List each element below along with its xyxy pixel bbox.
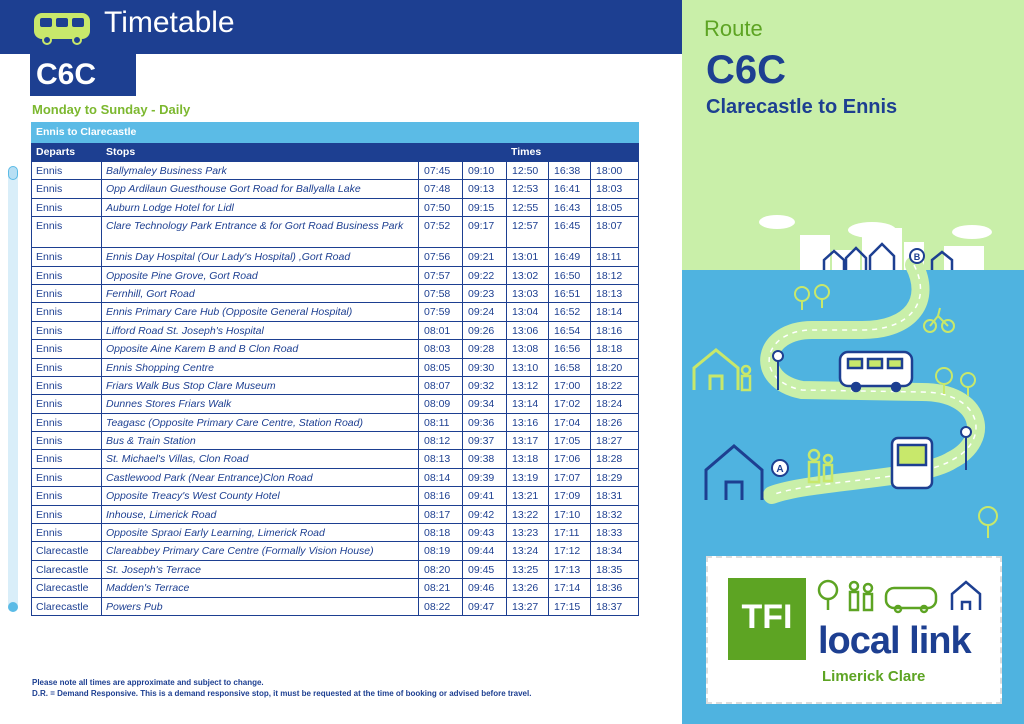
- timetable: [31, 122, 639, 616]
- stop-cell: Bus & Train Station: [102, 432, 419, 450]
- departs-cell: Ennis: [32, 198, 102, 216]
- stop-cell: St. Joseph's Terrace: [102, 560, 419, 578]
- time-cell: 08:07: [419, 376, 463, 394]
- time-cell: 09:45: [463, 560, 507, 578]
- local-link-wordmark: local link: [818, 620, 971, 662]
- departs-cell: Ennis: [32, 432, 102, 450]
- time-cell: 07:45: [419, 162, 463, 180]
- time-cell: 09:36: [463, 413, 507, 431]
- departs-cell: Ennis: [32, 303, 102, 321]
- scroll-end-dot: [8, 602, 18, 612]
- direction-heading: Ennis to Clarecastle: [32, 123, 639, 143]
- bus-icon: [32, 11, 92, 45]
- time-cell: 08:13: [419, 450, 463, 468]
- stop-cell: Opp Ardilaun Guesthouse Gort Road for Ballyalla Lake: [102, 180, 419, 198]
- time-cell: 18:13: [591, 284, 639, 302]
- scroll-rail[interactable]: [8, 166, 18, 612]
- time-cell: 13:21: [507, 487, 549, 505]
- time-cell: 16:52: [549, 303, 591, 321]
- stop-cell: Opposite Treacy's West County Hotel: [102, 487, 419, 505]
- time-cell: 13:04: [507, 303, 549, 321]
- page-title: Timetable: [104, 6, 235, 39]
- time-cell: 13:27: [507, 597, 549, 615]
- time-cell: 07:57: [419, 266, 463, 284]
- time-cell: 09:15: [463, 198, 507, 216]
- time-cell: 13:06: [507, 321, 549, 339]
- time-cell: 16:41: [549, 180, 591, 198]
- stop-cell: Opposite Spraoi Early Learning, Limerick Road: [102, 524, 419, 542]
- time-cell: 18:03: [591, 180, 639, 198]
- departs-cell: Ennis: [32, 376, 102, 394]
- stop-marker-a: [772, 460, 788, 476]
- note-demand-responsive: D.R. = Demand Responsive. This is a demand responsive stop, it must be requested at the time of booking or advised before travel.: [32, 689, 532, 698]
- stop-cell: Ballymaley Business Park: [102, 162, 419, 180]
- time-cell: 13:12: [507, 376, 549, 394]
- bus-icon: [886, 588, 936, 612]
- time-cell: 13:08: [507, 340, 549, 358]
- time-cell: 13:14: [507, 395, 549, 413]
- stop-cell: Inhouse, Limerick Road: [102, 505, 419, 523]
- time-cell: 08:17: [419, 505, 463, 523]
- stop-cell: Castlewood Park (Near Entrance)Clon Road: [102, 468, 419, 486]
- time-cell: 08:09: [419, 395, 463, 413]
- table-row: [32, 524, 639, 542]
- stop-marker-b: [910, 249, 924, 263]
- departs-cell: Ennis: [32, 358, 102, 376]
- time-cell: 09:32: [463, 376, 507, 394]
- time-cell: 13:01: [507, 248, 549, 266]
- time-cell: 17:07: [549, 468, 591, 486]
- time-cell: 16:56: [549, 340, 591, 358]
- time-cell: 13:10: [507, 358, 549, 376]
- time-cell: 09:30: [463, 358, 507, 376]
- route-name: Clarecastle to Ennis: [706, 96, 898, 118]
- column-header-times: Times: [419, 143, 639, 162]
- scroll-thumb[interactable]: [8, 166, 18, 180]
- table-row: [32, 217, 639, 248]
- time-cell: 09:26: [463, 321, 507, 339]
- table-row: [32, 413, 639, 431]
- table-row: [32, 542, 639, 560]
- stop-cell: Powers Pub: [102, 597, 419, 615]
- time-cell: 16:49: [549, 248, 591, 266]
- stop-cell: Lifford Road St. Joseph's Hospital: [102, 321, 419, 339]
- time-cell: 07:58: [419, 284, 463, 302]
- table-row: [32, 248, 639, 266]
- departs-cell: Ennis: [32, 450, 102, 468]
- time-cell: 09:39: [463, 468, 507, 486]
- time-cell: 16:38: [549, 162, 591, 180]
- time-cell: 09:22: [463, 266, 507, 284]
- time-cell: 12:57: [507, 217, 549, 248]
- time-cell: 17:00: [549, 376, 591, 394]
- time-cell: 08:03: [419, 340, 463, 358]
- table-row: [32, 450, 639, 468]
- time-cell: 09:10: [463, 162, 507, 180]
- time-cell: 09:24: [463, 303, 507, 321]
- time-cell: 17:14: [549, 579, 591, 597]
- route-illustration: [682, 180, 1024, 550]
- time-cell: 18:24: [591, 395, 639, 413]
- departs-cell: Ennis: [32, 468, 102, 486]
- route-code: C6C: [36, 58, 97, 91]
- house-icon: [952, 582, 980, 610]
- time-cell: 09:17: [463, 217, 507, 248]
- time-cell: 13:17: [507, 432, 549, 450]
- tfi-logo: [728, 578, 806, 660]
- stop-cell: Clare Technology Park Entrance & for Gort Road Business Park: [102, 217, 419, 248]
- table-row: [32, 321, 639, 339]
- time-cell: 18:29: [591, 468, 639, 486]
- time-cell: 18:11: [591, 248, 639, 266]
- time-cell: 08:22: [419, 597, 463, 615]
- departs-cell: Ennis: [32, 217, 102, 248]
- stop-cell: Friars Walk Bus Stop Clare Museum: [102, 376, 419, 394]
- time-cell: 07:48: [419, 180, 463, 198]
- bus-icon: [840, 352, 912, 391]
- bus-icon: [892, 438, 932, 488]
- time-cell: 13:19: [507, 468, 549, 486]
- stop-b-label: B: [913, 252, 921, 262]
- table-row: [32, 560, 639, 578]
- time-cell: 09:38: [463, 450, 507, 468]
- time-cell: 09:44: [463, 542, 507, 560]
- time-cell: 12:53: [507, 180, 549, 198]
- stop-cell: Ennis Day Hospital (Our Lady's Hospital) ,Gort Road: [102, 248, 419, 266]
- time-cell: 18:07: [591, 217, 639, 248]
- time-cell: 17:11: [549, 524, 591, 542]
- time-cell: 17:05: [549, 432, 591, 450]
- time-cell: 09:46: [463, 579, 507, 597]
- time-cell: 12:55: [507, 198, 549, 216]
- departs-cell: Ennis: [32, 487, 102, 505]
- time-cell: 07:59: [419, 303, 463, 321]
- time-cell: 08:11: [419, 413, 463, 431]
- time-cell: 18:31: [591, 487, 639, 505]
- time-cell: 17:10: [549, 505, 591, 523]
- time-cell: 07:50: [419, 198, 463, 216]
- table-row: [32, 487, 639, 505]
- time-cell: 16:45: [549, 217, 591, 248]
- time-cell: 18:26: [591, 413, 639, 431]
- departs-cell: Ennis: [32, 162, 102, 180]
- table-row: [32, 198, 639, 216]
- time-cell: 13:02: [507, 266, 549, 284]
- table-row: [32, 284, 639, 302]
- brand-card: [706, 556, 1002, 704]
- table-row: [32, 180, 639, 198]
- time-cell: 08:20: [419, 560, 463, 578]
- region-name: Limerick Clare: [822, 668, 926, 685]
- tfi-logo-text: TFI: [741, 598, 793, 636]
- time-cell: 13:25: [507, 560, 549, 578]
- time-cell: 13:03: [507, 284, 549, 302]
- time-cell: 13:24: [507, 542, 549, 560]
- departs-cell: Clarecastle: [32, 579, 102, 597]
- note-approximate: Please note all times are approximate and subject to change.: [32, 678, 264, 687]
- column-header-departs: Departs: [32, 143, 102, 162]
- time-cell: 18:27: [591, 432, 639, 450]
- time-cell: 17:04: [549, 413, 591, 431]
- time-cell: 18:33: [591, 524, 639, 542]
- departs-cell: Ennis: [32, 266, 102, 284]
- time-cell: 09:28: [463, 340, 507, 358]
- time-cell: 08:05: [419, 358, 463, 376]
- route-panel: [682, 0, 1024, 724]
- table-row: [32, 505, 639, 523]
- tree-icon: [819, 581, 837, 610]
- time-cell: 09:34: [463, 395, 507, 413]
- table-row: [32, 303, 639, 321]
- time-cell: 09:13: [463, 180, 507, 198]
- time-cell: 12:50: [507, 162, 549, 180]
- table-row: [32, 468, 639, 486]
- time-cell: 09:43: [463, 524, 507, 542]
- time-cell: 08:14: [419, 468, 463, 486]
- time-cell: 18:35: [591, 560, 639, 578]
- stop-cell: Ennis Shopping Centre: [102, 358, 419, 376]
- stop-cell: Ennis Primary Care Hub (Opposite General Hospital): [102, 303, 419, 321]
- time-cell: 08:16: [419, 487, 463, 505]
- time-cell: 13:23: [507, 524, 549, 542]
- time-cell: 13:16: [507, 413, 549, 431]
- time-cell: 17:06: [549, 450, 591, 468]
- stop-a-label: A: [776, 464, 784, 475]
- table-row: [32, 579, 639, 597]
- time-cell: 18:00: [591, 162, 639, 180]
- brand-icons: [816, 576, 986, 616]
- table-row: [32, 432, 639, 450]
- time-cell: 18:28: [591, 450, 639, 468]
- time-cell: 18:22: [591, 376, 639, 394]
- stop-cell: Madden's Terrace: [102, 579, 419, 597]
- departs-cell: Ennis: [32, 413, 102, 431]
- time-cell: 08:12: [419, 432, 463, 450]
- route-label: Route: [704, 16, 763, 41]
- time-cell: 16:43: [549, 198, 591, 216]
- time-cell: 08:01: [419, 321, 463, 339]
- time-cell: 18:16: [591, 321, 639, 339]
- time-cell: 17:15: [549, 597, 591, 615]
- time-cell: 13:18: [507, 450, 549, 468]
- time-cell: 18:14: [591, 303, 639, 321]
- departs-cell: Ennis: [32, 505, 102, 523]
- time-cell: 16:58: [549, 358, 591, 376]
- time-cell: 13:26: [507, 579, 549, 597]
- time-cell: 09:41: [463, 487, 507, 505]
- stop-cell: Teagasc (Opposite Primary Care Centre, Station Road): [102, 413, 419, 431]
- stop-cell: Opposite Pine Grove, Gort Road: [102, 266, 419, 284]
- departs-cell: Ennis: [32, 340, 102, 358]
- departs-cell: Ennis: [32, 524, 102, 542]
- time-cell: 16:50: [549, 266, 591, 284]
- time-cell: 18:20: [591, 358, 639, 376]
- time-cell: 08:19: [419, 542, 463, 560]
- stop-cell: Clareabbey Primary Care Centre (Formally Vision House): [102, 542, 419, 560]
- time-cell: 16:51: [549, 284, 591, 302]
- time-cell: 13:22: [507, 505, 549, 523]
- time-cell: 17:12: [549, 542, 591, 560]
- departs-cell: Ennis: [32, 248, 102, 266]
- time-cell: 09:21: [463, 248, 507, 266]
- time-cell: 17:13: [549, 560, 591, 578]
- time-cell: 18:34: [591, 542, 639, 560]
- stop-cell: Opposite Aine Karem B and B Clon Road: [102, 340, 419, 358]
- time-cell: 16:54: [549, 321, 591, 339]
- table-row: [32, 597, 639, 615]
- time-cell: 09:47: [463, 597, 507, 615]
- time-cell: 09:23: [463, 284, 507, 302]
- time-cell: 09:42: [463, 505, 507, 523]
- departs-cell: Ennis: [32, 284, 102, 302]
- time-cell: 18:36: [591, 579, 639, 597]
- route-panel-code: C6C: [706, 48, 787, 92]
- table-row: [32, 162, 639, 180]
- time-cell: 07:52: [419, 217, 463, 248]
- table-row: [32, 340, 639, 358]
- stop-cell: Dunnes Stores Friars Walk: [102, 395, 419, 413]
- time-cell: 18:32: [591, 505, 639, 523]
- time-cell: 17:02: [549, 395, 591, 413]
- header-bar: [0, 0, 682, 54]
- table-row: [32, 266, 639, 284]
- time-cell: 18:05: [591, 198, 639, 216]
- footnotes: [32, 677, 531, 699]
- table-row: [32, 358, 639, 376]
- stop-cell: Fernhill, Gort Road: [102, 284, 419, 302]
- departs-cell: Clarecastle: [32, 542, 102, 560]
- stop-cell: St. Michael's Villas, Clon Road: [102, 450, 419, 468]
- family-icon: [850, 582, 872, 610]
- column-header-stops: Stops: [102, 143, 419, 162]
- departs-cell: Clarecastle: [32, 597, 102, 615]
- time-cell: 17:09: [549, 487, 591, 505]
- time-cell: 18:37: [591, 597, 639, 615]
- time-cell: 07:56: [419, 248, 463, 266]
- service-days: Monday to Sunday - Daily: [32, 102, 191, 117]
- time-cell: 18:12: [591, 266, 639, 284]
- departs-cell: Ennis: [32, 395, 102, 413]
- time-cell: 09:37: [463, 432, 507, 450]
- departs-cell: Ennis: [32, 321, 102, 339]
- stop-cell: Auburn Lodge Hotel for Lidl: [102, 198, 419, 216]
- table-row: [32, 376, 639, 394]
- departs-cell: Ennis: [32, 180, 102, 198]
- departs-cell: Clarecastle: [32, 560, 102, 578]
- time-cell: 18:18: [591, 340, 639, 358]
- time-cell: 08:21: [419, 579, 463, 597]
- time-cell: 08:18: [419, 524, 463, 542]
- table-row: [32, 395, 639, 413]
